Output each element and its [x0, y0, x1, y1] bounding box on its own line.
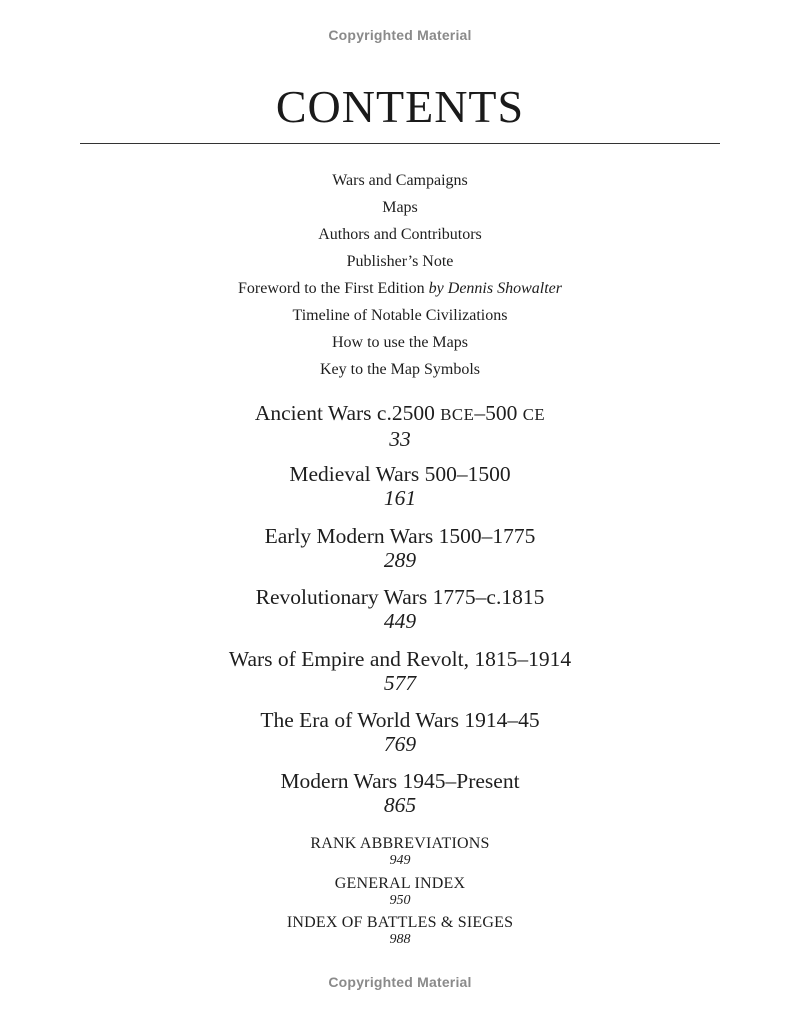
front-matter-item [0, 356, 800, 383]
back-matter-entry [0, 913, 800, 953]
section-title: The Era of World Wars 1914–45 [260, 707, 540, 732]
back-matter-entry [0, 874, 800, 914]
copyright-watermark-bottom: Copyrighted Material [328, 974, 472, 990]
section-page-number: 577 [383, 670, 417, 695]
section-page-number: 161 [383, 486, 417, 511]
front-matter-label: Foreword to the First Edition [238, 280, 425, 297]
section-title: Revolutionary Wars 1775–c.1815 [255, 585, 545, 610]
title-rule [80, 143, 720, 144]
front-matter-label: Publisher’s Note [346, 253, 454, 270]
front-matter-item [0, 248, 800, 275]
section-entry [0, 646, 800, 707]
front-matter-label: Key to the Map Symbols [320, 361, 480, 378]
section-page-number: 289 [383, 547, 417, 572]
front-matter-label: Authors and Contributors [318, 226, 482, 243]
section-entry [0, 707, 800, 768]
section-entry [0, 461, 800, 522]
front-matter-list [0, 167, 800, 383]
section-title: Early Modern Wars 1500–1775 [264, 523, 536, 548]
back-matter-title: INDEX OF BATTLES & SIEGES [286, 914, 514, 931]
front-matter-label: Maps [382, 199, 418, 216]
section-title: Medieval Wars 500–1500 [289, 462, 511, 487]
section-entry [0, 584, 800, 645]
back-matter-page-number: 950 [389, 892, 411, 908]
section-title: Wars of Empire and Revolt, 1815–1914 [228, 646, 572, 671]
back-matter-title: RANK ABBREVIATIONS [310, 835, 490, 852]
section-entry [0, 400, 800, 461]
back-matter-page-number: 988 [389, 932, 411, 947]
back-matter-list [0, 834, 800, 953]
foreword-byline: by Dennis Showalter [428, 280, 562, 297]
front-matter-item [0, 275, 800, 302]
era-abbreviation: BCE [440, 405, 475, 424]
front-matter-label: How to use the Maps [332, 334, 468, 351]
section-entry [0, 523, 800, 584]
section-page-number: 769 [383, 731, 417, 756]
front-matter-item [0, 221, 800, 248]
section-entry [0, 768, 800, 829]
front-matter-item [0, 167, 800, 194]
section-page-number: 449 [383, 609, 417, 634]
front-matter-item [0, 329, 800, 356]
back-matter-entry [0, 834, 800, 874]
era-abbreviation: CE [522, 405, 546, 424]
copyright-watermark-top: Copyrighted Material [328, 27, 472, 43]
back-matter-page-number: 949 [389, 853, 411, 868]
front-matter-label: Timeline of Notable Civilizations [292, 307, 508, 324]
section-title: Ancient Wars c.2500 BCE–500 CE [254, 401, 546, 425]
page-title: CONTENTS [275, 81, 525, 132]
front-matter-item [0, 194, 800, 221]
front-matter-item [0, 302, 800, 329]
front-matter-label: Wars and Campaigns [332, 172, 468, 189]
section-title: Modern Wars 1945–Present [280, 769, 520, 794]
section-page-number: 865 [383, 793, 417, 818]
back-matter-title: GENERAL INDEX [334, 874, 466, 892]
section-page-number: 33 [389, 427, 411, 451]
sections-list [0, 400, 800, 830]
